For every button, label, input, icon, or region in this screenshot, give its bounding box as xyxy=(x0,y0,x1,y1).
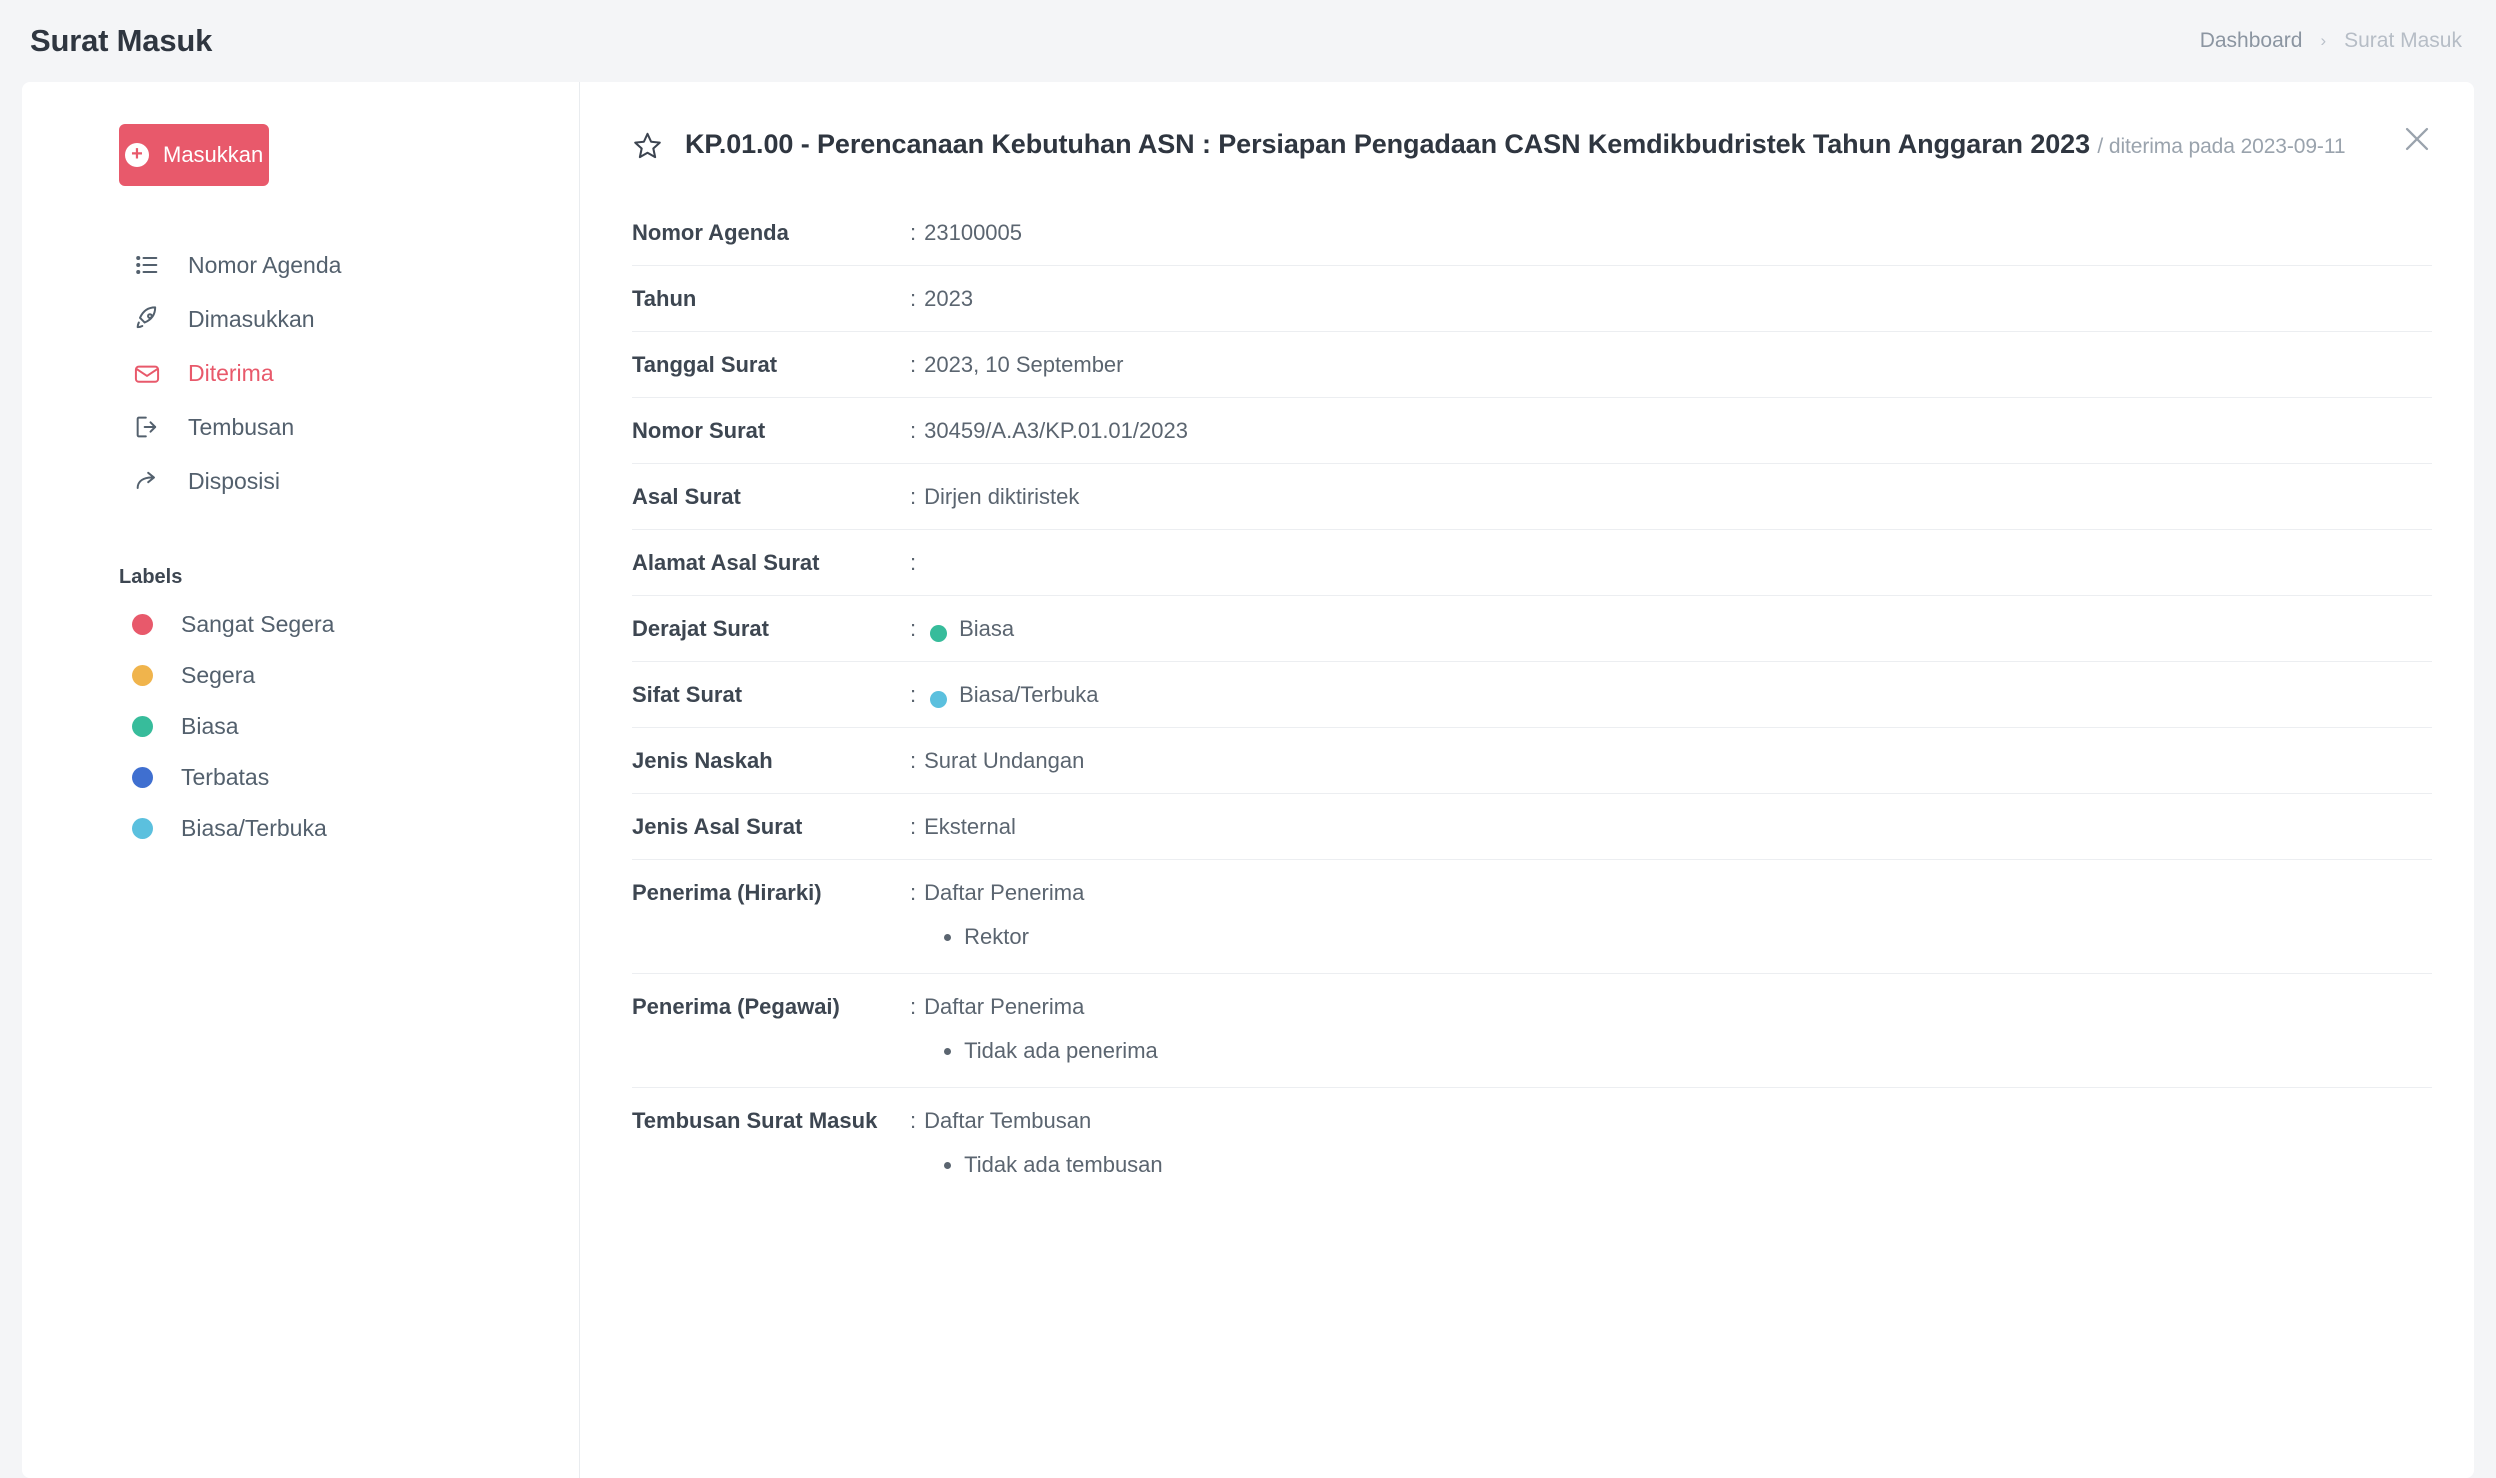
field-value: : Daftar Tembusan • Tidak ada tembusan xyxy=(910,1108,1163,1182)
sidebar xyxy=(22,82,580,1478)
label-item-segera[interactable] xyxy=(22,650,579,701)
breadcrumb-dashboard[interactable]: Dashboard xyxy=(2199,29,2303,52)
field-row-jenis-naskah xyxy=(632,728,2432,794)
list-numbered-icon xyxy=(132,250,162,280)
field-value-text: 2023 xyxy=(924,286,974,311)
derajat-dot-icon xyxy=(930,625,947,642)
label-text: Segera xyxy=(181,662,256,688)
field-label: Penerima (Pegawai) xyxy=(632,994,840,1019)
sidebar-item-label: Diterima xyxy=(188,359,274,386)
field-row-derajat-surat xyxy=(632,596,2432,662)
sidebar-item-dimasukkan[interactable] xyxy=(22,292,579,346)
field-row-penerima-hirarki xyxy=(632,860,2432,974)
breadcrumb-current: Surat Masuk xyxy=(2344,29,2462,52)
tembusan-list xyxy=(924,1144,1163,1178)
detail-subtitle: / diterima pada 2023-09-11 xyxy=(2097,135,2346,158)
plus-circle-icon: + xyxy=(125,143,149,167)
field-value-text: 23100005 xyxy=(924,220,1023,245)
field-row-tanggal-surat xyxy=(632,332,2432,398)
top-bar xyxy=(0,0,2496,82)
field-value: : Daftar Penerima • Rektor xyxy=(910,880,1084,954)
field-row-nomor-surat xyxy=(632,398,2432,464)
field-value-text: Dirjen diktiristek xyxy=(924,484,1080,509)
field-label: Tembusan Surat Masuk xyxy=(632,1108,878,1133)
field-label: Tahun xyxy=(632,286,697,311)
field-label: Derajat Surat xyxy=(632,616,769,641)
share-arrow-icon xyxy=(132,466,162,496)
sidebar-nav xyxy=(22,238,579,508)
detail-title xyxy=(685,126,2345,163)
sidebar-item-label: Disposisi xyxy=(188,467,281,494)
page-title: Surat Masuk xyxy=(30,23,213,58)
list-item: • Tidak ada tembusan xyxy=(964,1152,1163,1178)
label-item-biasa-terbuka[interactable] xyxy=(22,803,579,854)
label-text: Sangat Segera xyxy=(181,611,335,637)
label-item-biasa[interactable] xyxy=(22,701,579,752)
label-dot-icon xyxy=(132,716,153,737)
chevron-right-icon: › xyxy=(2320,31,2327,50)
field-label: Jenis Naskah xyxy=(632,748,773,773)
sidebar-item-label: Dimasukkan xyxy=(188,305,315,332)
main-shell xyxy=(0,82,2496,1478)
sidebar-item-disposisi[interactable] xyxy=(22,454,579,508)
field-value: : Biasa/Terbuka xyxy=(910,682,1099,707)
sidebar-item-nomor-agenda[interactable] xyxy=(22,238,579,292)
label-text: Biasa xyxy=(181,713,239,739)
field-value: : 30459/A.A3/KP.01.01/2023 xyxy=(910,418,1188,443)
field-label: Nomor Agenda xyxy=(632,220,789,245)
sidebar-item-diterima[interactable] xyxy=(22,346,579,400)
field-value-text: Daftar Tembusan xyxy=(924,1108,1092,1133)
field-label: Tanggal Surat xyxy=(632,352,778,377)
list-item: • Tidak ada penerima xyxy=(964,1038,1158,1064)
label-dot-icon xyxy=(132,767,153,788)
field-value-text: Daftar Penerima xyxy=(924,994,1085,1019)
field-label: Alamat Asal Surat xyxy=(632,550,820,575)
penerima-hirarki-list xyxy=(924,916,1084,950)
label-text: Biasa/Terbuka xyxy=(181,815,327,841)
sifat-dot-icon xyxy=(930,691,947,708)
sidebar-item-label: Nomor Agenda xyxy=(188,251,342,278)
envelope-open-icon xyxy=(132,358,162,388)
label-item-terbatas[interactable] xyxy=(22,752,579,803)
field-value-text: Daftar Penerima xyxy=(924,880,1085,905)
field-row-tahun xyxy=(632,266,2432,332)
field-value-text: Biasa/Terbuka xyxy=(959,682,1099,707)
close-icon[interactable] xyxy=(2400,122,2434,156)
breadcrumb xyxy=(2200,29,2462,53)
field-label: Sifat Surat xyxy=(632,682,743,707)
masukkan-button-label: Masukkan xyxy=(163,142,264,167)
field-row-jenis-asal-surat xyxy=(632,794,2432,860)
label-item-sangat-segera[interactable] xyxy=(22,599,579,650)
star-outline-icon[interactable] xyxy=(632,130,663,166)
labels-heading: Labels xyxy=(119,566,183,588)
masukkan-button[interactable] xyxy=(119,124,269,186)
label-text: Terbatas xyxy=(181,764,270,790)
field-value-text: 30459/A.A3/KP.01.01/2023 xyxy=(924,418,1188,443)
field-row-tembusan-surat-masuk xyxy=(632,1088,2432,1201)
detail-title-text: KP.01.00 - Perencanaan Kebutuhan ASN : Persiapan Pengadaan CASN Kemdikbudristek Tahun Anggaran 2023 xyxy=(685,129,2091,159)
field-value: : Surat Undangan xyxy=(910,748,1085,773)
field-row-penerima-pegawai xyxy=(632,974,2432,1088)
field-label: Asal Surat xyxy=(632,484,741,509)
label-dot-icon xyxy=(132,665,153,686)
field-value: : 2023, 10 September xyxy=(910,352,1124,377)
field-value: : 2023 xyxy=(910,286,974,311)
field-value: : Dirjen diktiristek xyxy=(910,484,1080,509)
label-dot-icon xyxy=(132,818,153,839)
rocket-icon xyxy=(132,304,162,334)
field-value: : xyxy=(910,550,917,575)
logout-arrow-icon xyxy=(132,412,162,442)
field-value: : Eksternal xyxy=(910,814,1016,839)
field-row-asal-surat xyxy=(632,464,2432,530)
field-value-text: Surat Undangan xyxy=(924,748,1085,773)
field-value-text: 2023, 10 September xyxy=(924,352,1124,377)
sidebar-item-tembusan[interactable] xyxy=(22,400,579,454)
penerima-pegawai-list xyxy=(924,1030,1158,1064)
field-value: : Biasa xyxy=(910,616,1015,641)
sidebar-item-label: Tembusan xyxy=(188,413,295,440)
label-dot-icon xyxy=(132,614,153,635)
detail-fields-table xyxy=(632,200,2432,1201)
detail-header xyxy=(632,126,2432,166)
field-value-text: Eksternal xyxy=(924,814,1016,839)
field-value-text: Biasa xyxy=(959,616,1015,641)
field-row-alamat-asal-surat xyxy=(632,530,2432,596)
detail-panel xyxy=(580,82,2474,1478)
field-row-nomor-agenda xyxy=(632,200,2432,266)
field-value: : Daftar Penerima • Tidak ada penerima xyxy=(910,994,1158,1068)
field-label: Penerima (Hirarki) xyxy=(632,880,822,905)
field-label: Nomor Surat xyxy=(632,418,766,443)
field-row-sifat-surat xyxy=(632,662,2432,728)
field-label: Jenis Asal Surat xyxy=(632,814,803,839)
list-item: • Rektor xyxy=(964,924,1084,950)
field-value: : 23100005 xyxy=(910,220,1023,245)
